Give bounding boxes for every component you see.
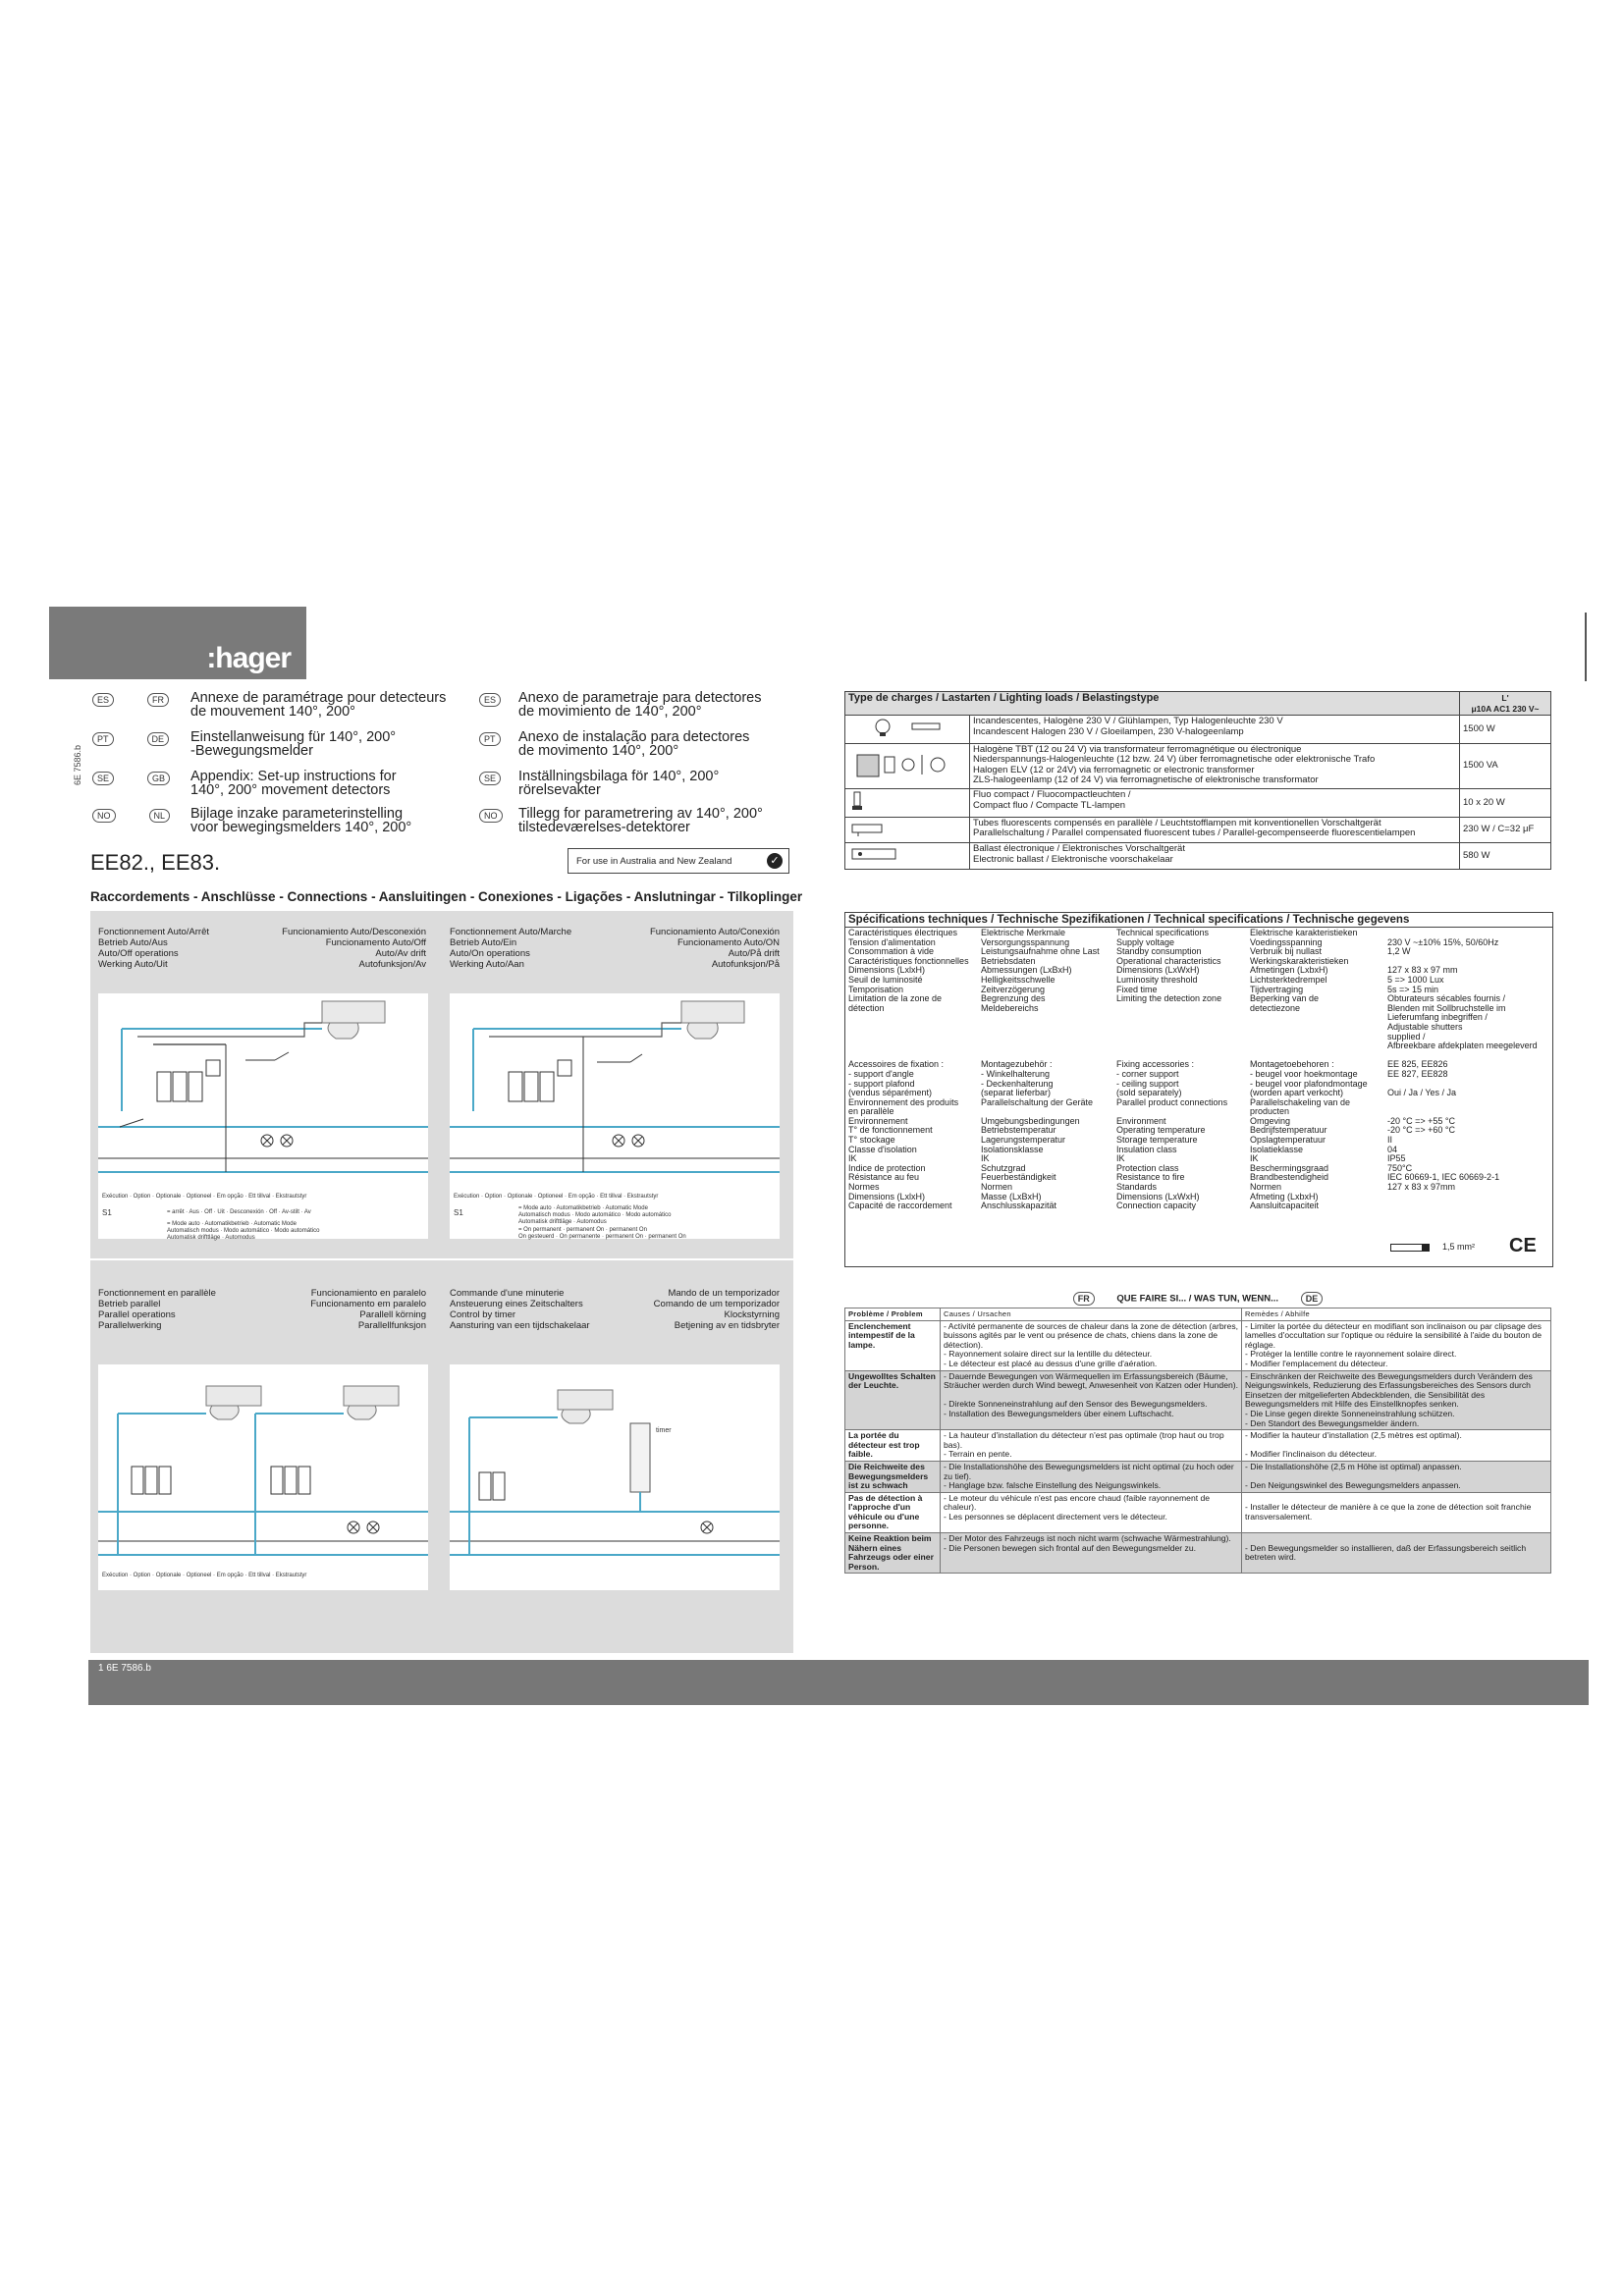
table-row [845,1533,1551,1574]
load-description: Tubes fluorescents compensés en parallèle / Leuchtstofflampen mit konventionellen Vorschaltgerät Parallelschaltung / Parallel compensated fluorescent tubes / Parallel-gecompenseerde fluorescentielampen [970,817,1460,843]
s1-on-legend: = On permanent · permanent On · permanent On On gesteuerd · On permanente · permanent On · permanent On [518,1227,686,1240]
load-value: 580 W [1460,843,1551,870]
hager-logo: :hager [206,642,291,674]
lang-badge: SE [92,772,114,785]
lang-badge: FR [147,693,169,707]
problem-cell: Ungewolltes Schalten der Leuchte. [845,1370,941,1430]
table-row [845,817,1551,843]
problem-cell: Enclenchement intempestif de la lampe. [845,1320,941,1370]
wiring-svg-auto-on [450,993,780,1190]
lang-badge: NL [149,809,171,823]
document-code: 6E 7586.b [73,744,82,785]
remedy-cell: - Den Bewegungsmelder so installieren, daß der Erfassungsbereich seitlich betreten wird. [1242,1533,1551,1574]
remedy-cell: - Modifier la hauteur d'installation (2,5 mètres est optimal). - Modifier l'inclinaison du détecteur. [1242,1430,1551,1462]
lang-badge-es [479,693,501,707]
table-row [845,1320,1551,1370]
option-legend: Exécution · Option · Optionale · Optioneel · Em opção · Ett tillval · Ekstrautstyr [102,1194,307,1200]
wiring-panel [90,911,793,1653]
footer-band [88,1660,1589,1705]
load-description: Ballast électronique / Elektronisches Vorschaltgerät Electronic ballast / Elektronische voorschakelaar [970,843,1460,870]
lang-badge: ES [92,693,114,707]
table-row [845,843,1551,870]
table-row [845,789,1551,818]
remedy-cell: - Die Installationshöhe (2,5 m Höhe ist optimal) anpassen. - Den Neigungswinkel des Bewegungsmelders anpassen. [1242,1461,1551,1492]
specifications-box [844,912,1553,1267]
troubleshooting-section [844,1292,1551,1659]
lang-badge: DE [147,732,170,746]
load-value: 1500 W [1460,716,1551,744]
ce-mark: CE [1509,1235,1537,1256]
s1-off-legend: = arrêt · Aus · Off · Uit · Desconexión · Off · Av-stilt · Av [167,1209,311,1215]
s1-label: S1 [454,1208,463,1217]
caption-timer-left: Commande d'une minuterie Ansteuerung eines Zeitschalters Control by timer Aansturing van een tijdschakelaar [450,1288,590,1331]
remedy-cell: - Installer le détecteur de manière à ce que la zone de détection soit franchie transversalement. [1242,1492,1551,1532]
option-legend: Exécution · Option · Optionale · Optioneel · Em opção · Ett tillval · Ekstrautstyr [454,1194,659,1200]
load-description: Halogène TBT (12 ou 24 V) via transformateur ferromagnétique ou électronique Niederspannungs-Halogenleuchte (12 bzw. 24 V) über ferromagnetische oder elektronische Trafo Halogen ELV (12 or 24V) via ferromagnetic or electronic transformer ZLS-halogeenlamp (12 of 24 V) via ferromagnetische of elektronische transformator [970,743,1460,789]
col-causes: Causes / Ursachen [941,1308,1242,1321]
load-description: Fluo compact / Fluocompactleuchten / Compact fluo / Compacte TL-lampen [970,789,1460,818]
load-value: 10 x 20 W [1460,789,1551,818]
title-de: Einstellanweisung für 140°, 200° -Bewegungsmelder [190,729,397,759]
lang-badge: ES [479,693,501,707]
problem-cell: La portée du détecteur est trop faible. [845,1430,941,1462]
wiring-diagram-auto-off [98,993,428,1239]
spec-col-values: 230 V ~±10% 15%, 50/60Hz 1,2 W 127 x 83 x 97 mm 5 => 1000 Lux 5s => 15 min Obturateurs sécables fournis / Blenden mit Sollbruchstelle im Lieferumfang inbegriffen / Adjustable shutters supplied / Afbreekbare afdekplaten meegeleverd EE 825, EE826 EE 827, EE828 Oui / Ja / Yes / Ja -20 °C => +55 °C -20 °C => +60 °C II 04 IP55 750°C IEC 60669-1, IEC 60669-2-1 127 x 83 x 97mm [1387,936,1538,1193]
loads-value-header: L' μ10A AC1 230 V~ [1460,692,1551,716]
electronic-ballast-icon [845,843,970,870]
title-fr: Annexe de paramétrage pour detecteurs de mouvement 140°, 200° [190,690,447,720]
table-row [845,716,1551,744]
problem-cell: Die Reichweite des Bewegungsmelders ist zu schwach [845,1461,941,1492]
problem-cell: Pas de détection à l'approche d'un véhicule ou d'une personne. [845,1492,941,1532]
compact-fluo-icon [845,789,970,818]
brand-bar [49,607,306,679]
footer-code: 1 6E 7586.b [98,1663,151,1674]
lang-badge: FR [1073,1292,1095,1306]
cause-cell: - Le moteur du véhicule n'est pas encore chaud (faible rayonnement de chaleur). - Les personnes se déplacent directement vers le détecteur. [941,1492,1242,1532]
troubleshooting-header-row [845,1308,1551,1321]
spec-col-en: Technical specifications Supply voltage Standby consumption Operational characteristics Dimensions (LxWxH) Luminosity threshold Fixed time Limiting the detection zone Fixing accessories : - corner support - ceiling support (sold separately) Parallel product connections Environment Operating temperature Storage temperature Insulation class IK Protection class Resistance to fire Standards Dimensions (LxWxH) Connection capacity [1116,928,1228,1211]
lang-badge: GB [147,772,170,785]
lang-badge: SE [479,772,501,785]
caption-parallel-left: Fonctionnement en parallèle Betrieb parallel Parallel operations Parallelwerking [98,1288,216,1331]
title-se: Inställningsbilaga för 140°, 200° rörelsevakter [518,769,720,798]
lang-badge-no [479,809,503,823]
loads-table [844,691,1551,870]
lang-row-3 [92,772,170,785]
wiring-diagram-timer [450,1364,780,1590]
wire-strip-icon [1390,1244,1430,1252]
troubleshooting-header [844,1292,1551,1306]
remedy-cell: - Limiter la portée du détecteur en modifiant son inclinaison ou par clipsage des lamelles d'occultation sur l'optique ou réduire la sensibilité à l'aide du bouton de réglage. - Protéger la lentille contre le rayonnement solaire direct. - Modifier l'emplacement du détecteur. [1242,1320,1551,1370]
remedy-cell: - Einschränken der Reichweite des Bewegungsmelders durch Verändern des Neigungswinkels, Reduzierung des Erfassungsbereiches des Sensors durch Einsetzen der mitgelieferten Abdeckblenden, die Sensibilität des Bewegungsmelders mit Hilfe des Einstellknopfes senken. - Die Linse gegen direkte Sonneneinstrahlung schützen. - Den Standort des Bewegungsmelder ändern. [1242,1370,1551,1430]
caption-auto-on-left: Fonctionnement Auto/Marche Betrieb Auto/Ein Auto/On operations Werking Auto/Aan [450,927,572,970]
wiring-diagram-parallel [98,1364,428,1590]
wiring-svg-timer [450,1364,780,1571]
wiring-diagram-auto-on [450,993,780,1239]
edge-rule [1585,613,1587,681]
table-row [845,1492,1551,1532]
incandescent-lamp-icon [845,716,970,744]
spec-col-de: Elektrische Merkmale Versorgungsspannung Leistungsaufnahme ohne Last Betriebsdaten Abmessungen (LxBxH) Helligkeitsschwelle Zeitverzögerung Begrenzung des Meldebereichs Montagezubehör : - Winkelhalterung - Deckenhalterung (separat lieferbar) Parallelschaltung der Geräte Umgebungsbedingungen Betriebstemperatur Lagerungstemperatur Isolationsklasse IK Schutzgrad Feuerbeständigkeit Normen Masse (LxBxH) Anschlusskapazität [981,928,1100,1211]
load-value: 1500 VA [1460,743,1551,789]
connections-heading: Raccordements - Anschlüsse - Connections - Aansluitingen - Conexiones - Ligações - Anslutningar - Tilkoplinger [90,889,803,904]
col-problem: Problème / Problem [845,1308,941,1321]
panel-separator [90,1258,793,1260]
lang-row-4 [92,809,170,823]
fluorescent-tube-icon [845,817,970,843]
table-row [845,1430,1551,1462]
title-pt: Anexo de instalação para detectores de movimento 140°, 200° [518,729,750,759]
s1-label: S1 [102,1208,112,1217]
title-gb: Appendix: Set-up instructions for 140°, 200° movement detectors [190,769,397,798]
wiring-svg-auto-off [98,993,428,1190]
australia-note-text: For use in Australia and New Zealand [576,856,732,867]
wire-section: 1,5 mm² [1442,1242,1476,1252]
caption-auto-off-right: Funcionamiento Auto/Desconexión Funcionamento Auto/Off Auto/Av drift Autofunksjon/Av [282,927,426,970]
spec-col-nl: Elektrische karakteristieken Voedingsspanning Verbruik bij nullast Werkingskarakteristieken Afmetingen (LxbxH) Lichtsterktedrempel Tijdvertraging Beperking van de detectiezone Montagetoebehoren : - beugel voor hoekmontage - beugel voor plafondmontage (worden apart verkocht) Parallelschakeling van de producten Omgeving Bedrijfstemperatuur Opslagtemperatuur Isolatieklasse IK Beschermingsgraad Brandbestendigheid Normen Afmeting (LxbxH) Aansluitcapaciteit [1250,928,1368,1211]
timer-label: timer [656,1427,672,1434]
caption-timer-right: Mando de un temporizador Comando de um temporizador Klockstyrning Betjening av en tidsbryter [653,1288,780,1331]
loads-header: Type de charges / Lastarten / Lighting loads / Belastingstype [845,692,1460,716]
rcm-check-icon: ✓ [767,853,783,869]
table-row [845,1461,1551,1492]
table-row [845,1370,1551,1430]
load-value: 230 W / C=32 μF [1460,817,1551,843]
title-nl: Bijlage inzake parameterinstelling voor bewegingsmelders 140°, 200° [190,806,412,835]
spec-col-fr: Caractéristiques électriques Tension d'alimentation Consommation à vide Caractéristiques fonctionnelles Dimensions (LxlxH) Seuil de luminosité Temporisation Limitation de la zone de détection Accessoires de fixation : - support d'angle - support plafond (vendus séparément) Environnement des produits en parallèle Environnement T° de fonctionnement T° stockage Classe d'isolation IK Indice de protection Résistance au feu Normes Dimensions (LxlxH) Capacité de raccordement [848,928,969,1211]
title-es: Anexo de parametraje para detectores de movimiento de 140°, 200° [518,690,762,720]
option-legend: Exécution · Option · Optionale · Optioneel · Em opção · Ett tillval · Ekstrautstyr [102,1573,307,1578]
lang-badge-se [479,772,501,785]
cause-cell: - Activité permanente de sources de chaleur dans la zone de détection (arbres, buissons agités par le vent ou présence de chats, chiens dans la zone de détection). - Rayonnement solaire direct sur la lentille du détecteur. - Le détecteur est placé au dessus d'une grille d'aération. [941,1320,1242,1370]
s1-auto-legend: = Mode auto · Automatikbetrieb · Automatic Mode Automatisch modus · Modo automático · Modo automático Automatisk drifttläge · Automodus [518,1205,672,1225]
lang-badge: NO [92,809,116,823]
cause-cell: - Die Installationshöhe des Bewegungsmelders ist nicht optimal (zu hoch oder zu tief). - Hanglage bzw. falsche Einstellung des Neigungswinkels. [941,1461,1242,1492]
wiring-svg-parallel [98,1364,428,1571]
australia-note [568,848,789,874]
cause-cell: - La hauteur d'installation du détecteur n'est pas optimale (trop haut ou trop bas). - Terrain en pente. [941,1430,1242,1462]
cause-cell: - Der Motor des Fahrzeugs ist noch nicht warm (schwache Wärmestrahlung). - Die Personen bewegen sich frontal auf den Bewegungsmelder zu. [941,1533,1242,1574]
lang-badge: PT [92,732,114,746]
caption-auto-off-left: Fonctionnement Auto/Arrêt Betrieb Auto/Aus Auto/Off operations Werking Auto/Uit [98,927,210,970]
specifications-title: Spécifications techniques / Technische Spezifikationen / Technical specifications / Technische gegevens [845,913,1552,928]
lang-row-2 [92,732,169,746]
transformer-halogen-icon [845,743,970,789]
lang-badge: NO [479,809,503,823]
cause-cell: - Dauernde Bewegungen von Wärmequellen im Erfassungsbereich (Bäume, Sträucher werden durch Wind bewegt, Anwesenheit von Katzen oder Hunden). - Direkte Sonneneinstrahlung auf den Sensor des Bewegungsmelders. - Installation des Bewegungsmelders über einem Luftschacht. [941,1370,1242,1430]
lang-badge: DE [1301,1292,1324,1306]
col-remedies: Remèdes / Abhilfe [1242,1308,1551,1321]
caption-auto-on-right: Funcionamiento Auto/Conexión Funcionamento Auto/ON Auto/På drift Autofunksjon/På [649,927,780,970]
load-description: Incandescentes, Halogène 230 V / Glühlampen, Typ Halogenleuchte 230 V Incandescent Halogen 230 V / Gloeilampen, 230 V-halogeenlamp [970,716,1460,744]
title-no: Tillegg for parametrering av 140°, 200° tilstedeværelses-detektorer [518,806,763,835]
table-row [845,743,1551,789]
problem-cell: Keine Reaktion beim Nähern eines Fahrzeugs oder einer Person. [845,1533,941,1574]
lang-badge: PT [479,732,501,746]
troubleshooting-table [844,1308,1551,1574]
s1-auto-legend: = Mode auto · Automatikbetrieb · Automatic Mode Automatisch modus · Modo automático · Modo automático Automatisk drifttläge · Automodus [167,1221,320,1241]
troubleshooting-title: QUE FAIRE SI... / WAS TUN, WENN... [1116,1293,1279,1305]
caption-parallel-right: Funcionamiento en paralelo Funcionamento em paralelo Parallell körning Parallellfunksjon [310,1288,426,1331]
lang-row-1 [92,693,169,707]
model-title: EE82., EE83. [90,850,221,875]
lang-badge-pt [479,732,501,746]
